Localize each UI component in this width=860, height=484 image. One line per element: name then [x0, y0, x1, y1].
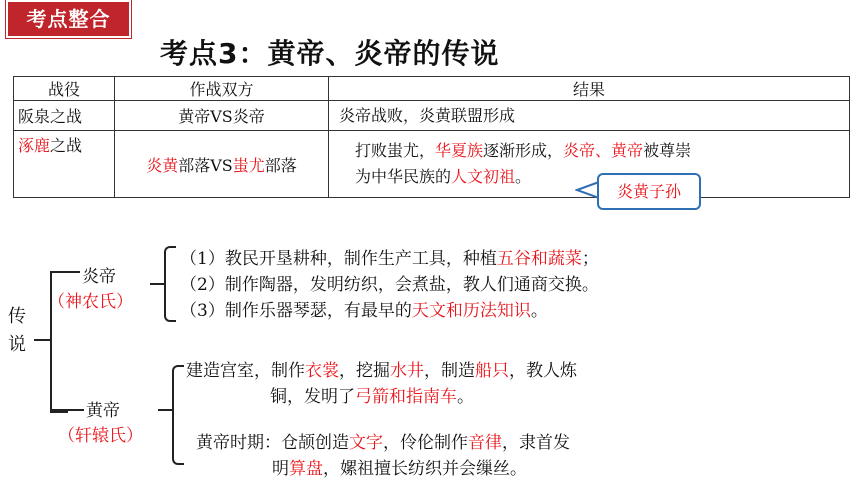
result-line-1 [355, 138, 849, 164]
highlight-text: 算盘 [289, 459, 323, 479]
result-highlight: 人文初祖 [451, 167, 516, 186]
highlight-text: 弓箭和指南车 [355, 387, 457, 407]
yandi-item [180, 270, 599, 295]
highlight-text: 水井 [390, 361, 424, 381]
yandi-item [180, 244, 599, 269]
root-connector [34, 339, 50, 341]
root-label-char1: 传 [8, 306, 26, 327]
huangdi-paragraph-1-line-2 [270, 382, 474, 407]
body-text: ，制造 [424, 361, 475, 381]
result-text: 逐渐形成， [483, 141, 564, 160]
huangdi-alias: （轩辕氏） [58, 426, 143, 446]
huangdi-bracket [172, 365, 184, 465]
header-battle: 战役 [14, 77, 115, 101]
cell-sides: 黄帝VS炎帝 [115, 101, 329, 131]
item-text: （1）教民开垦耕种，制作生产工具，种植 [180, 249, 497, 269]
section-tag: 考点整合 [6, 0, 131, 38]
huangdi-paragraph-2-line-2 [272, 454, 527, 479]
cell-sides [115, 131, 329, 198]
result-text: 为中华民族的 [355, 167, 452, 186]
yandi-alias: （神农氏） [48, 292, 133, 312]
huangdi-paragraph-2-line-1 [196, 428, 570, 453]
cell-result: 炎帝战败，炎黄联盟形成 [329, 101, 850, 131]
sides-b: 部落VS [178, 155, 233, 175]
header-sides: 作战双方 [115, 77, 329, 101]
body-text: ，挖掘 [339, 361, 390, 381]
battles-table [13, 76, 850, 198]
body-text: 建造宫室，制作 [186, 361, 305, 381]
table-row [14, 101, 850, 131]
huangdi-paragraph-1-line-1 [186, 356, 577, 381]
sides-c: 蚩尤 [232, 155, 265, 175]
item-text: 。 [530, 301, 548, 321]
header-result: 结果 [329, 77, 850, 101]
yandi-bracket [164, 246, 176, 322]
huangdi-connector [158, 409, 172, 411]
sides-d: 部落 [264, 155, 297, 175]
highlight-text: 文字 [349, 433, 383, 453]
result-text: 打败蚩尤， [355, 141, 436, 160]
sides-a: 炎黄 [146, 155, 179, 175]
result-highlight: 炎帝、黄帝 [563, 141, 644, 160]
item-text: （3）制作乐器琴瑟，有最早的 [180, 301, 412, 321]
item-highlight: 天文和历法知识 [411, 301, 531, 321]
body-text: ，伶伦制作 [383, 433, 468, 453]
body-text: 铜，发明了 [270, 387, 355, 407]
battle-name-red: 涿鹿 [18, 136, 51, 155]
page-title: 考点3：黄帝、炎帝的传说 [160, 37, 500, 70]
root-label-char2: 说 [8, 334, 26, 355]
highlight-text: 衣裳 [305, 361, 339, 381]
cell-battle: 阪泉之战 [14, 101, 115, 131]
huangdi-name: 黄帝 [86, 401, 120, 421]
highlight-text: 船只 [475, 361, 509, 381]
cell-battle [14, 131, 115, 198]
body-text: ，教人炼 [509, 361, 577, 381]
body-text: 明 [272, 459, 289, 479]
callout-bubble: 炎黄子孙 [597, 173, 701, 210]
table-row [14, 131, 850, 198]
branch-huangdi-line [50, 409, 84, 411]
item-text: （2）制作陶器，发明纺织，会煮盐，教人们通商交换。 [180, 275, 599, 295]
result-text: 。 [515, 167, 532, 186]
battle-name-suffix: 之战 [50, 136, 83, 155]
body-text: 。 [457, 387, 474, 407]
body-text: ，嫘祖擅长纺织并会缫丝。 [323, 459, 527, 479]
item-highlight: 五谷和蔬菜 [496, 249, 582, 269]
yandi-connector [150, 283, 164, 285]
table-header-row [14, 77, 850, 101]
highlight-text: 音律 [468, 433, 502, 453]
branch-yandi-line [66, 271, 80, 273]
yandi-item [180, 296, 548, 321]
result-highlight: 华夏族 [435, 141, 484, 160]
body-text: ，隶首发 [502, 433, 570, 453]
item-text: ； [581, 249, 599, 269]
body-text: 黄帝时期：仓颉创造 [196, 433, 349, 453]
result-text: 被尊崇 [643, 141, 692, 160]
yandi-name: 炎帝 [82, 267, 116, 287]
